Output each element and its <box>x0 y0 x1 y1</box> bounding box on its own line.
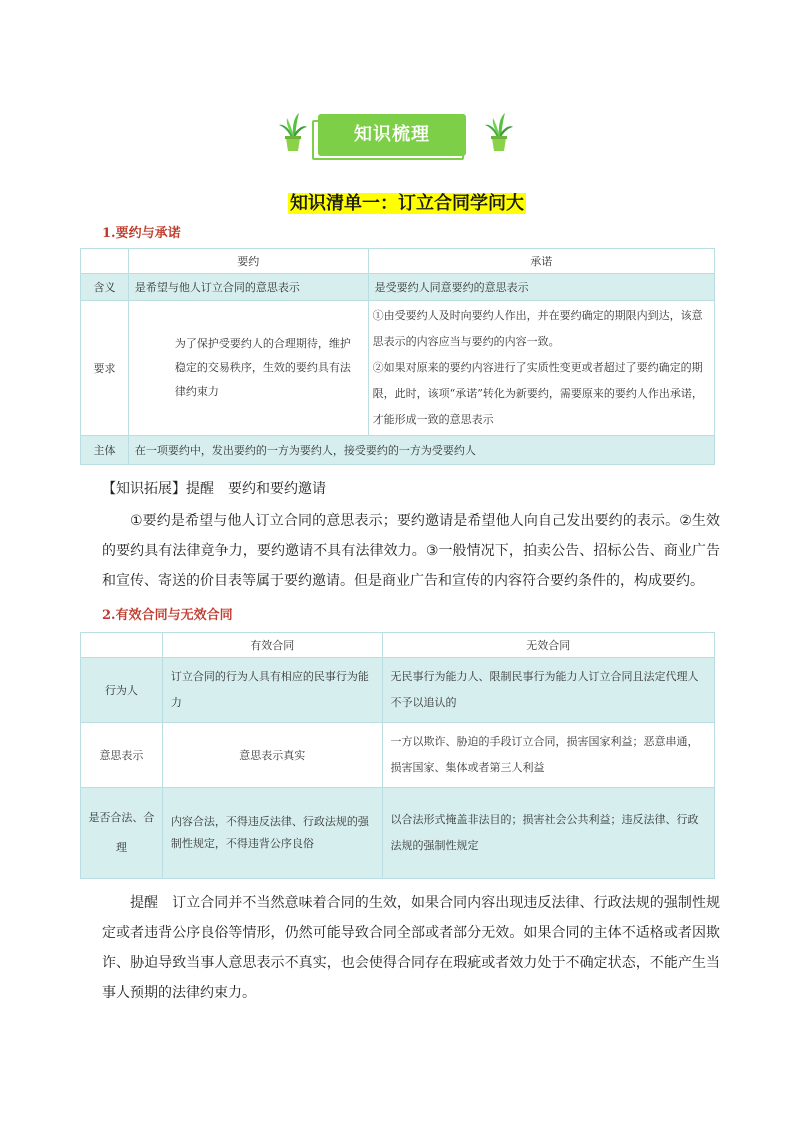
row-label: 要求 <box>81 301 129 436</box>
table-row <box>81 658 715 723</box>
part1-heading: 1.要约与承诺 <box>102 226 181 241</box>
table-header-cell: 要约 <box>128 249 368 274</box>
table-row <box>81 436 715 465</box>
table-row <box>81 301 715 436</box>
row-label: 是否合法、合理 <box>81 788 163 879</box>
row-label: 行为人 <box>81 658 163 723</box>
table-header-cell: 无效合同 <box>382 633 714 658</box>
table-header-row <box>81 249 715 274</box>
table-row <box>81 274 715 301</box>
extension-title: 【知识拓展】提醒 要约和要约邀请 <box>102 481 326 497</box>
table-header-cell: 承诺 <box>368 249 714 274</box>
part2-heading: 2.有效合同与无效合同 <box>102 608 233 623</box>
row-label: 主体 <box>81 436 129 465</box>
offer-acceptance-table <box>80 248 715 465</box>
table-cell: 在一项要约中，发出要约的一方为要约人，接受要约的一方为受要约人 <box>128 436 714 465</box>
potted-plant-icon <box>484 112 514 152</box>
table-cell <box>368 301 714 436</box>
potted-plant-icon <box>278 112 308 152</box>
table-cell: 意思表示真实 <box>162 723 382 788</box>
table-row <box>81 788 715 879</box>
table-header-cell <box>81 633 163 658</box>
table-cell: 以合法形式掩盖非法目的；损害社会公共利益；违反法律、行政法规的强制性规定 <box>382 788 714 879</box>
section-title: 知识清单一：订立合同学问大 <box>290 193 524 214</box>
table-cell: 为了保护受要约人的合理期待，维护稳定的交易秩序，生效的要约具有法律约束力 <box>128 301 368 436</box>
table-header-cell <box>81 249 129 274</box>
acceptance-point: ②如果对原来的要约内容进行了实质性变更或者超过了要约确定的期限，此时，该项“承诺”转化为新要约，需要原来的要约人作出承诺，才能形成一致的意思表示 <box>372 361 703 426</box>
table-cell: 一方以欺诈、胁迫的手段订立合同，损害国家利益；恶意串通，损害国家、集体或者第三人利益 <box>382 723 714 788</box>
table-cell: 内容合法，不得违反法律、行政法规的强制性规定，不得违背公序良俗 <box>162 788 382 879</box>
table-cell: 是受要约人同意要约的意思表示 <box>368 274 714 301</box>
row-label: 意思表示 <box>81 723 163 788</box>
section-banner <box>272 112 522 160</box>
table-cell: 是希望与他人订立合同的意思表示 <box>128 274 368 301</box>
table-header-row <box>81 633 715 658</box>
table-cell: 订立合同的行为人具有相应的民事行为能力 <box>162 658 382 723</box>
row-label: 含义 <box>81 274 129 301</box>
contract-validity-table <box>80 632 715 879</box>
banner-title: 知识梳理 <box>354 124 430 145</box>
table-cell: 无民事行为能力人、限制民事行为能力人订立合同且法定代理人不予以追认的 <box>382 658 714 723</box>
table-row <box>81 723 715 788</box>
table-header-cell: 有效合同 <box>162 633 382 658</box>
acceptance-point: ①由受要约人及时向要约人作出，并在要约确定的期限内到达，该意思表示的内容应当与要约的内容一致。 <box>372 309 703 348</box>
reminder-body: 提醒 订立合同并不当然意味着合同的生效，如果合同内容出现违反法律、行政法规的强制性规定或者违背公序良俗等情形，仍然可能导致合同全部或者部分无效。如果合同的主体不适格或者因欺诈、胁迫导致当事人意思表示不真实，也会使得合同存在瑕疵或者效力处于不确定状态，不能产生当事人预期的法律约束力。 <box>102 895 720 1001</box>
extension-body: ①要约是希望与他人订立合同的意思表示；要约邀请是希望他人向自己发出要约的表示。②生效的要约具有法律竟争力，要约邀请不具有法律效力。③一般情况下，拍卖公告、招标公告、商业广告和宣传、寄送的价目表等属于要约邀请。但是商业广告和宣传的内容符合要约条件的，构成要约。 <box>102 513 720 589</box>
